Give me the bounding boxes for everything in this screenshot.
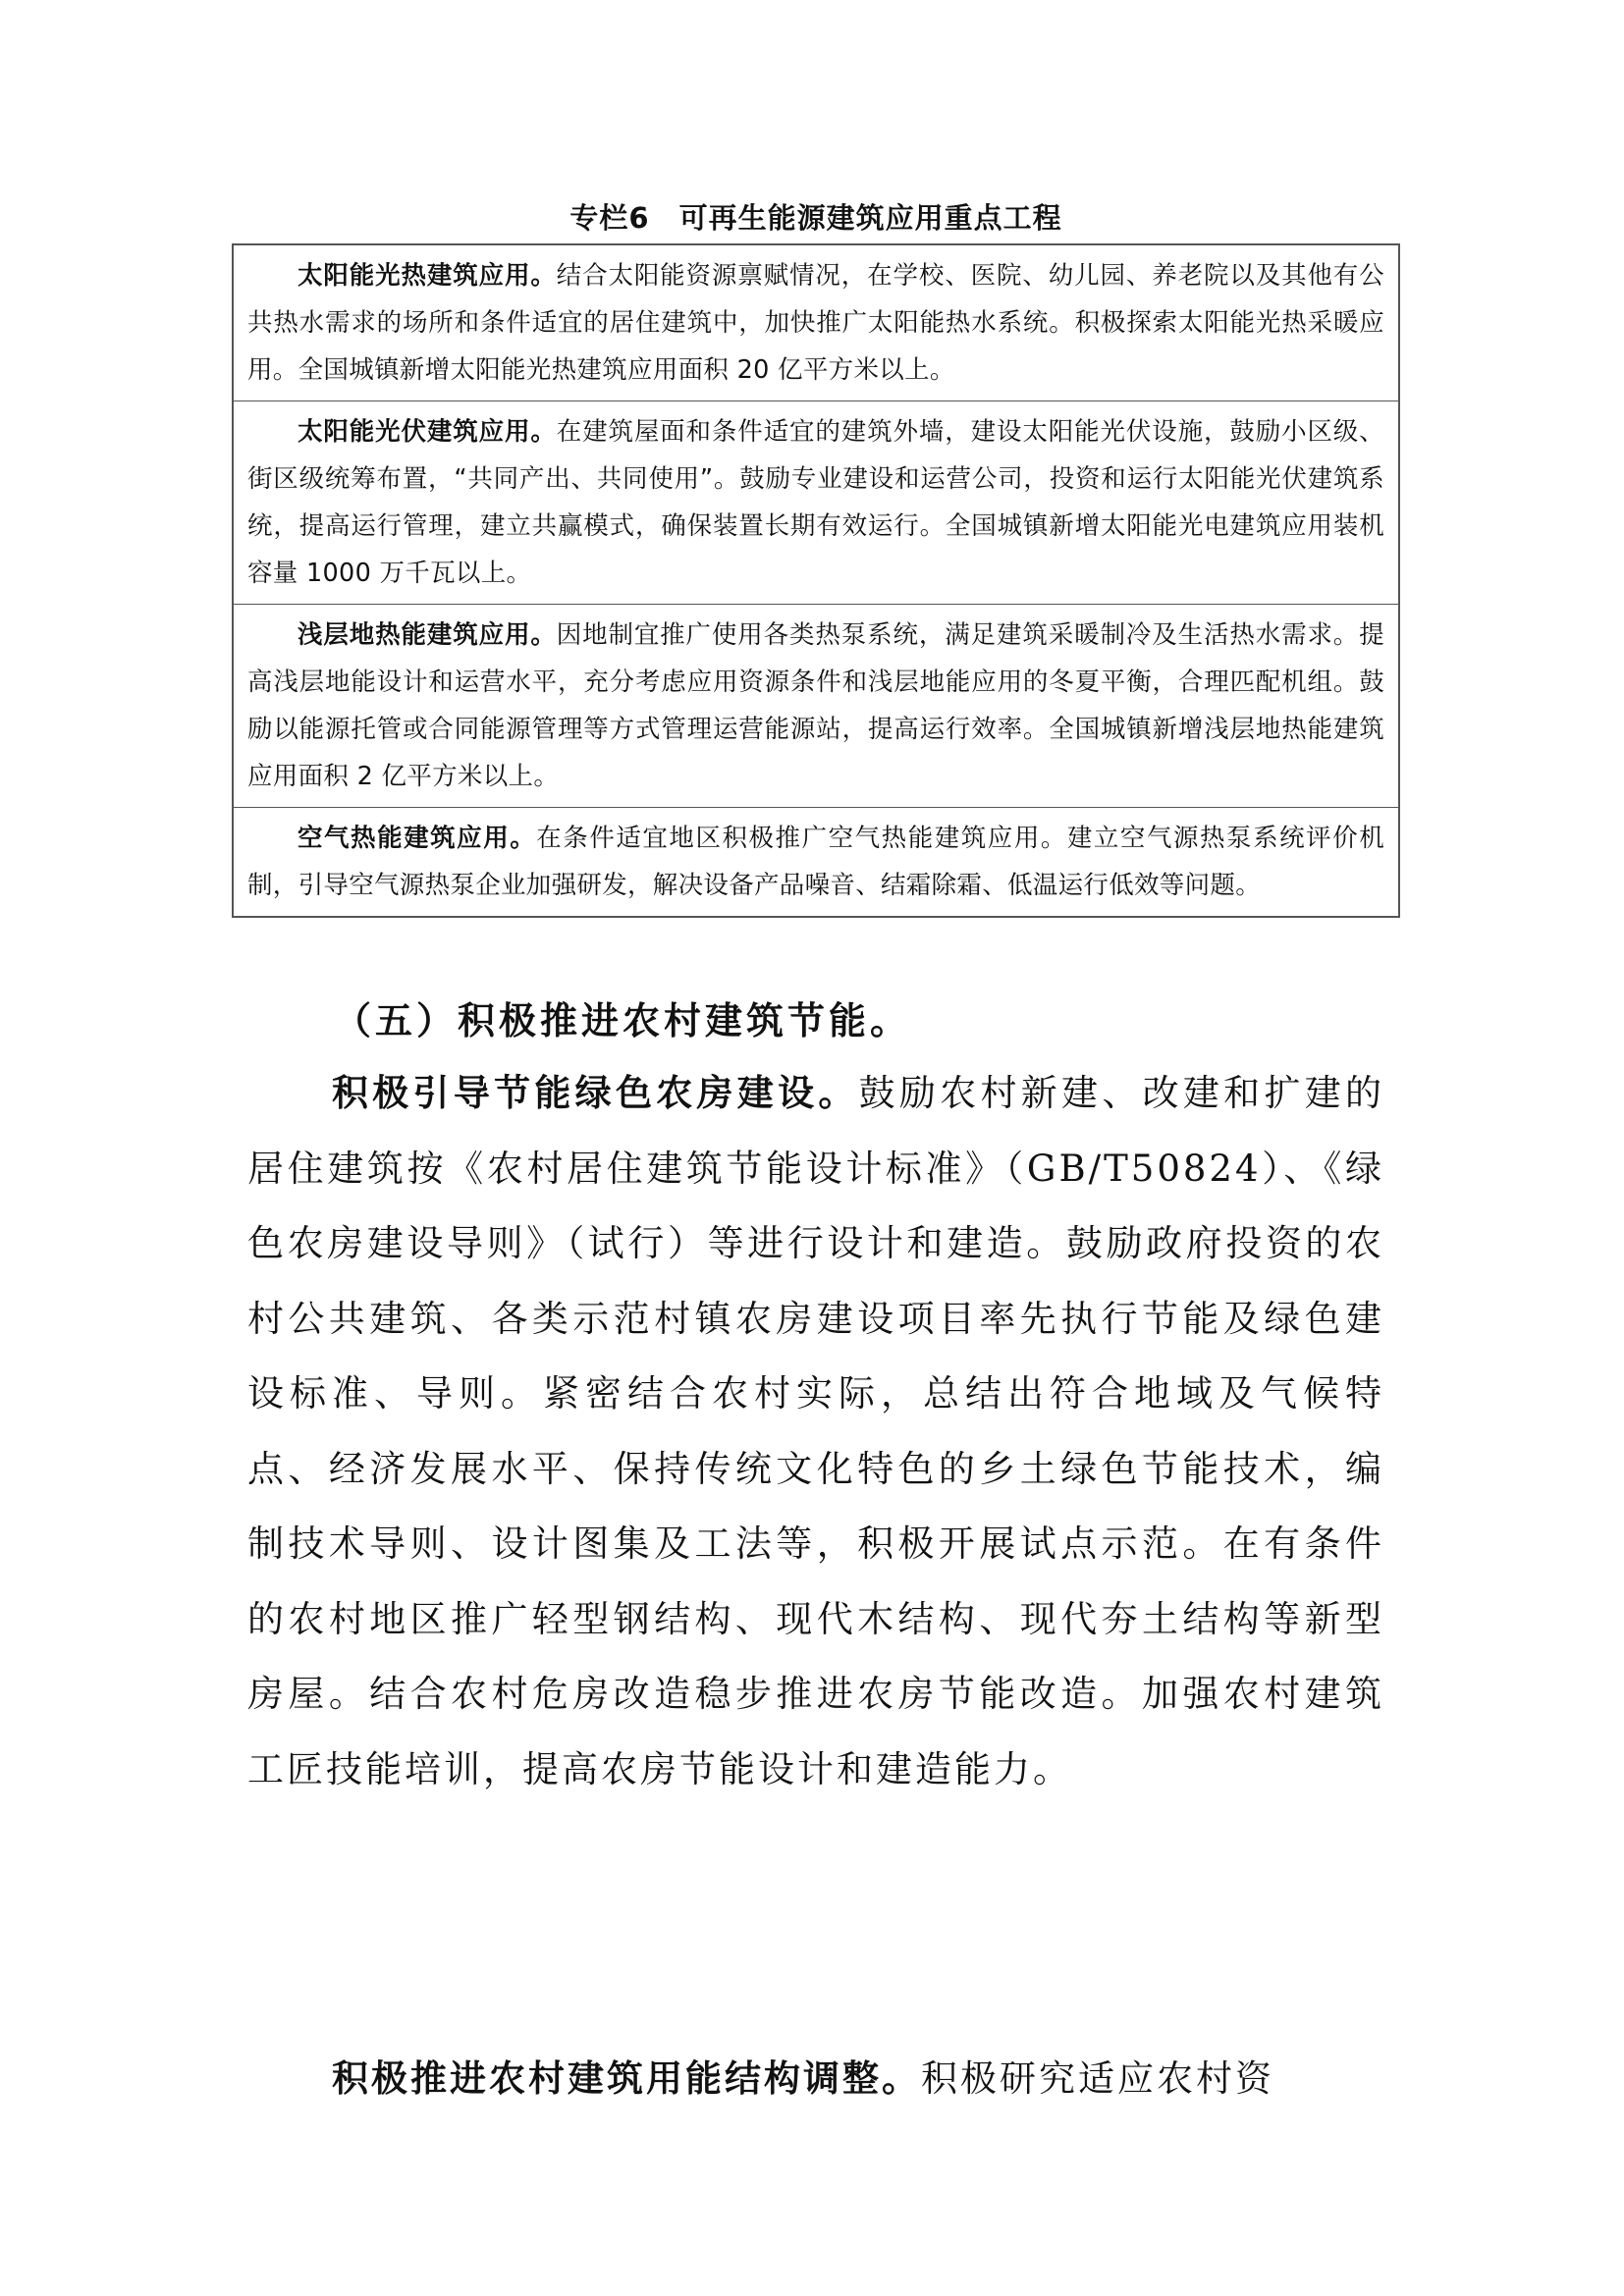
paragraph-lead: 积极推进农村建筑用能结构调整。 [332,2057,921,2100]
box-row-lead: 空气热能建筑应用。 [298,824,537,853]
box-row-lead: 太阳能光伏建筑应用。 [298,417,557,447]
box-title: 专栏6 可再生能源建筑应用重点工程 [569,201,1062,235]
paragraph-lead: 积极引导节能绿色农房建设。 [332,1072,859,1114]
box-row-text: 在建筑屋面和条件适宜的建筑外墙，建设太阳能光伏设施，鼓励小区级、街区级统筹布置，“共同产出、共同使用”。鼓励专业建设和运营公司，投资和运行太阳能光伏建筑系统，提高运行管理，建立共赢模式，确保装置长期有效运行。全国城镇新增太阳能光电建筑应用装机容量 1000 万千瓦以上。 [247,417,1384,588]
body-paragraph [247,1056,1384,1807]
box-row-solar-thermal [234,245,1398,400]
box-row-shallow-geothermal [234,604,1398,807]
box-row-solar-pv [234,400,1398,604]
feature-box-table [232,243,1400,918]
box-row-text: 在条件适宜地区积极推广空气热能建筑应用。建立空气源热泵系统评价机制，引导空气源热泵企业加强研发，解决设备产品噪音、结霜除霜、低温运行低效等问题。 [247,824,1385,900]
box-row-lead: 太阳能光热建筑应用。 [298,261,557,291]
box-row-text: 因地制宜推广使用各类热泵系统，满足建筑采暖制冷及生活热水需求。提高浅层地能设计和运营水平，充分考虑应用资源条件和浅层地能应用的冬夏平衡，合理匹配机组。鼓励以能源托管或合同能源管理等方式管理运营能源站，提高运行效率。全国城镇新增浅层地热能建筑应用面积 2 亿平方米以上。 [247,620,1384,791]
box-row-air-source [234,807,1398,916]
body-paragraph [247,2042,1384,2117]
box-row-lead: 浅层地热能建筑应用。 [298,620,557,650]
box-row-text: 结合太阳能资源禀赋情况，在学校、医院、幼儿园、养老院以及其他有公共热水需求的场所和条件适宜的居住建筑中，加快推广太阳能热水系统。积极探索太阳能光热采暖应用。全国城镇新增太阳能光热建筑应用面积 20 亿平方米以上。 [247,261,1384,385]
section-heading: （五）积极推进农村建筑节能。 [334,999,912,1042]
paragraph-text: 鼓励农村新建、改建和扩建的居住建筑按《农村居住建筑节能设计标准》（GB/T50824）、《绿色农房建设导则》（试行）等进行设计和建造。鼓励政府投资的农村公共建筑、各类示范村镇农房建设项目率先执行节能及绿色建设标准、导则。紧密结合农村实际，总结出符合地域及气候特点、经济发展水平、保持传统文化特色的乡土绿色节能技术，编制技术导则、设计图集及工法等，积极开展试点示范。在有条件的农村地区推广轻型钢结构、现代木结构、现代夯土结构等新型房屋。结合农村危房改造稳步推进农房节能改造。加强农村建筑工匠技能培训，提高农房节能设计和建造能力。 [247,1072,1384,1790]
paragraph-text: 积极研究适应农村资 [921,2057,1274,2100]
